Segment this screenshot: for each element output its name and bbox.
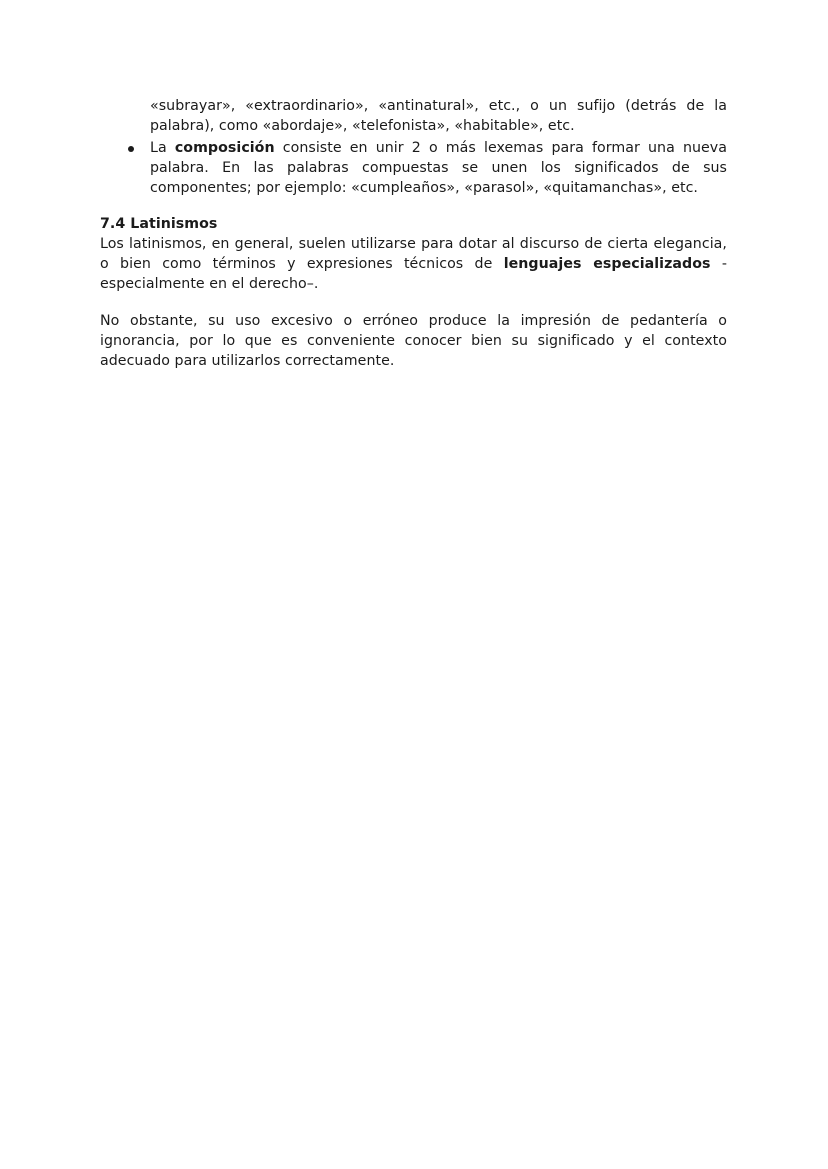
paragraph-latinismos-usage: No obstante, su uso excesivo o erróneo produce la impresión de pedantería o ignorancia, por lo que es conveniente conocer bien su significado y el contexto adecuado para utilizarlos correctamente. — [100, 313, 727, 369]
section-latinismos — [100, 215, 727, 371]
paragraph-text: Los latinismos, en general, suelen utilizarse para dotar al discurso de cierta elegancia, o bien como términos y expresiones técnicos de — [100, 236, 727, 272]
list-item-text: La — [150, 140, 175, 156]
document-page — [100, 96, 727, 371]
paragraph-text: -especialmente en el derecho–. — [100, 256, 727, 292]
list-item-text: «subrayar», «extraordinario», «antinatural», etc., o un sufijo (detrás de la palabra), como «abordaje», «telefonista», «habitable», etc. — [150, 98, 727, 134]
section-heading: 7.4 Latinismos — [100, 216, 218, 232]
term-composicion: composición — [174, 140, 275, 156]
term-lenguajes-especializados: lenguajes especializados — [503, 256, 711, 272]
paragraph-latinismos-intro — [100, 234, 727, 294]
word-formation-list — [100, 96, 727, 198]
list-item-prefix-suffix-continuation — [100, 96, 727, 136]
bullet-icon — [128, 146, 134, 152]
list-item-text: consiste en unir 2 o más lexemas para formar una nueva palabra. En las palabras compuestas se unen los significados de sus componentes; por ejemplo: «cumpleaños», «parasol», «quitamanchas», etc. — [150, 140, 727, 196]
list-item-composition — [100, 138, 727, 198]
